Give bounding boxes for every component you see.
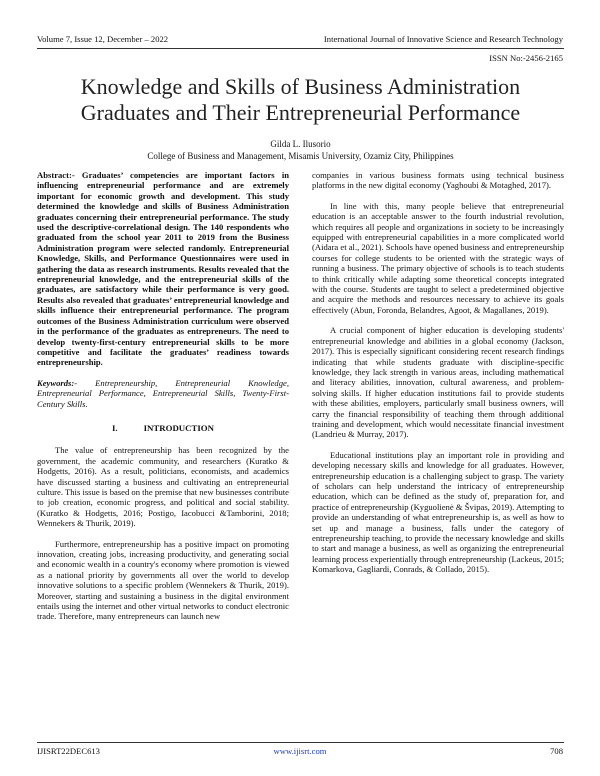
body-paragraph: In line with this, many people believe that entrepreneurial education is an acceptable answer to the fourth industrial revolution, which requires all people and organizations in society to be increasingly equipped with entrepreneurial capabilities in a more complicated world (Aidara et al., 2021). Schools have opened business and entrepreneurship courses for college students to be oriented with the strategic ways of running a business. The primary objective of schools is to teach students to think critically while adapting some theoretical concepts integrated with the course. Students are taught to select a predetermined objective and acquire the methods and resources necessary to achieve its goals effectively (Abun, Foronda, Belandres, Agoot, & Magallanes, 2019). [312,200,565,315]
footer-page-number: 708 [550,746,563,756]
body-paragraph: companies in various business formats using technical business platforms in the new digital economy (Yaghoubi & Motaghed, 2017). [312,170,564,191]
left-column [37,170,289,632]
author-name: Gilda L. Ilusorio [270,139,331,149]
section-title: INTRODUCTION [143,422,214,433]
footer-website-link[interactable]: www.ijisrt.com [273,746,327,756]
body-paragraph: The value of entrepreneurship has been recognized by the government, the academic community, and researchers (Kuratko & Hodgetts, 2016). As a result, politicians, economists, and academics have discussed starting a business and cultivating an entrepreneurial culture. This issue is based on the premise that new businesses contribute to job creation, economic progress, and political and social stability. (Kuratko & Hodgetts, 2016; Postigo, Iacobucci &Tamborini, 2018; Wennekers & Thurik, 2019). [37,445,289,529]
paper-title [37,74,564,126]
header-journal-name: International Journal of Innovative Science and Research Technology [323,34,563,44]
author-affiliation: College of Business and Management, Misamis University, Ozamiz City, Philippines [147,151,454,161]
body-paragraph: Educational institutions play an important role in providing and developing necessary skills and knowledge for all graduates. However, entrepreneurship education is a challenging subject to grasp. The variety of scholars can help understand the intricacy of entrepreneurship education, which can be defined as the study of, preparation for, and practice of entrepreneurship (Kyguolienė & Švipas, 2019). Attempting to provide an understanding of what entrepreneurship is, as well as how to set up and manage a business, falls under the category of entrepreneurship teaching, to provide the necessary knowledge and skills to start and manage a business, as well as organizing the entrepreneurial learning process experientially through entrepreneurship (Lackeus, 2015; Komarkova, Gagliardi, Conrads, & Collado, 2015). [312,449,564,575]
abstract-label: Abstract:- [37,170,75,180]
header-volume-issue: Volume 7, Issue 12, December – 2022 [37,34,169,44]
body-paragraph: A crucial component of higher education is developing students' entrepreneurial knowledge and abilities in a global economy (Jackson, 2017). This is especially significant considering recent research findings indicating that while students graduate with discipline-specific knowledge, they lack strength in various areas, including mathematical and literacy abilities, innovation, cultural awareness, and problem-solving skills. If higher education institutions fail to provide students with these abilities, employers, particularly small business owners, will carry the financial responsibility of teaching them through additional training and development, which would necessitate financial investment (Landrieu & Murray, 2017). [312,325,564,440]
header-issn: ISSN No:-2456-2165 [489,53,563,63]
keywords-label: Keywords:- [37,377,78,388]
abstract-text: Graduates’ competencies are important factors in influencing entrepreneurial performance and are extremely important for economic growth and development. This study determined the knowledge and skills of Business Administration graduates concerning their entrepreneurial performance. The study used the descriptive-correlational design. The 140 respondents who graduated from the school year 2011 to 2019 from the Business Administration program were selected randomly. Entrepreneurial Knowledge, Skills, and Performance Questionnaires were used in gathering the data as research instruments. Results revealed that the entrepreneurial knowledge, and the entrepreneurial skills of the graduates, are satisfactory while their performance is very good. Results also revealed that graduates’ entrepreneurial knowledge and skills influence their entrepreneurial performance. The program outcomes of the Business Administration curriculum were observed in the performance of the graduates as entrepreneurs. The need to develop twenty-first-century entrepreneurial skills to be more competitive and facilitate the graduates’ readiness towards entrepreneurship. [37,170,289,368]
keywords-text: Entrepreneurship, Entrepreneurial Knowledge, Entrepreneurial Performance, Entrepreneurial Skills, Twenty-First-Century Skills. [37,377,289,409]
paper-title-line-1: Knowledge and Skills of Business Administration [80,74,521,99]
abstract [37,170,289,368]
right-column [312,170,564,585]
section-number: I. [111,422,118,433]
section-heading-introduction [37,423,289,433]
keywords [37,378,289,409]
header-divider [37,48,564,49]
body-paragraph: Furthermore, entrepreneurship has a positive impact on promoting innovation, creating jobs, increasing productivity, and generating social and economic wealth in a country's economy where promotion is viewed as a national priority by governments all over the world to develop innovative solutions to a specific problem (Wennekers & Thurik, 2019). Moreover, starting and sustaining a business in the digital environment entails using the internet and other virtual networks to conduct electronic trade. Therefore, many entrepreneurs can launch new [37,538,289,622]
paper-title-line-2: Graduates and Their Entrepreneurial Performance [80,100,521,125]
footer-paper-id: IJISRT22DEC613 [37,746,100,756]
footer-divider [37,742,564,743]
